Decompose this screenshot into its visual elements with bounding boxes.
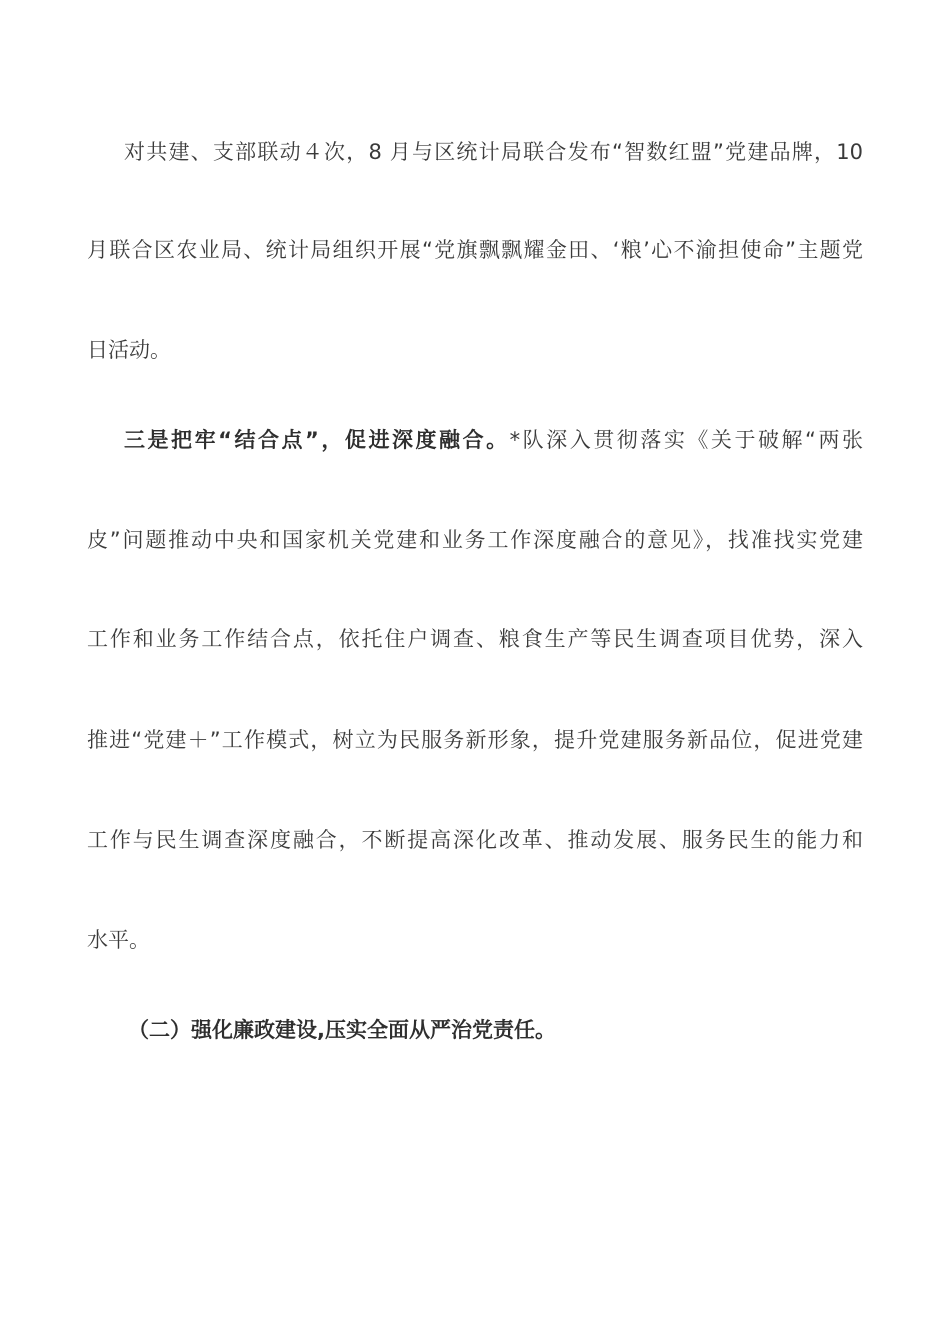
paragraph2-line1 — [124, 426, 863, 454]
paragraph1-line2: 月联合区农业局、统计局组织开展“党旗飘飘耀金田、‘粮’心不渝担使命”主题党 — [87, 238, 863, 262]
paragraph2-line5: 工作与民生调查深度融合，不断提高深化改革、推动发展、服务民生的能力和 — [87, 828, 863, 852]
paragraph2-line4: 推进“党建＋”工作模式，树立为民服务新形象，提升党建服务新品位，促进党建 — [87, 728, 863, 752]
section-heading: （二）强化廉政建设,压实全面从严治党责任。 — [128, 1018, 556, 1042]
paragraph2-line2: 皮”问题推动中央和国家机关党建和业务工作深度融合的意见》，找准找实党建 — [87, 528, 863, 552]
paragraph2-lead-heading: 三是把牢“结合点”，促进深度融合。 — [124, 428, 510, 452]
paragraph2-line6: 水平。 — [87, 928, 150, 952]
paragraph1-line1: 对共建、支部联动４次，8 月与区统计局联合发布“智数红盟”党建品牌，10 — [124, 140, 863, 164]
paragraph1-line3: 日活动。 — [87, 338, 171, 362]
paragraph2-line1-text: *队深入贯彻落实《关于破解“两张 — [509, 428, 863, 452]
paragraph2-line3: 工作和业务工作结合点，依托住户调查、粮食生产等民生调查项目优势，深入 — [87, 627, 863, 651]
